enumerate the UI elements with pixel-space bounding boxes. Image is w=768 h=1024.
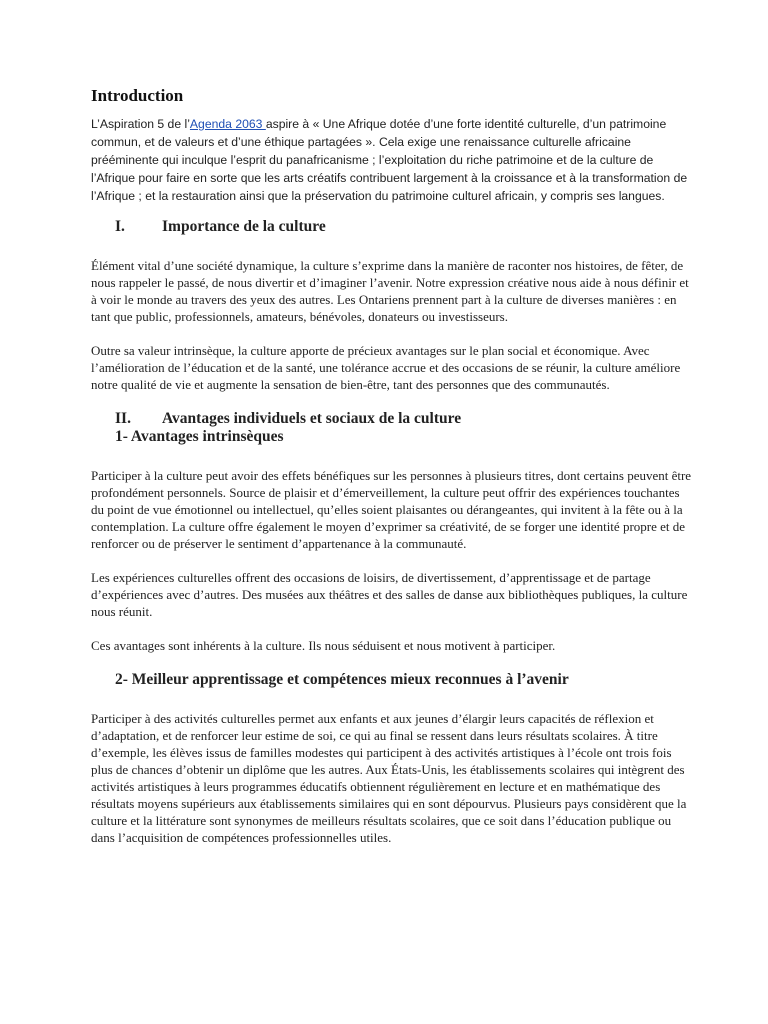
intro-paragraph <box>91 115 694 205</box>
section-1-title: Importance de la culture <box>162 218 326 235</box>
section-1-paragraph-2: Outre sa valeur intrinsèque, la culture apporte de précieux avantages sur le plan social et économique. Avec l’amélioration de l’éducation et de la santé, une tolérance accrue et des occasions de se réunir, la culture améliore notre qualité de vie et augmente la sensation de bien-être, tant des personnes que des communautés. <box>91 343 681 392</box>
section-2-title: Avantages individuels et sociaux de la culture <box>162 410 462 427</box>
subsection-1-paragraph-1: Participer à la culture peut avoir des effets bénéfiques sur les personnes à plusieurs titres, dont certains peuvent être profondément personnels. Source de plaisir et d’émerveillement, la culture peut offrir des expériences touchantes du point de vue émotionnel ou intellectuel, qu’elles soient plaisantes ou dérangeantes, qui invitent à la fête ou à la contemplation. La culture offre également le moyen d’exprimer sa créativité, de se forger une identité propre et de renforcer ou de préserver le sentiment d’appartenance à la communauté. <box>91 468 692 551</box>
subsection-2-paragraph-1: Participer à des activités culturelles permet aux enfants et aux jeunes d’élargir leurs capacités de réflexion et d’adaptation, et de renforcer leur estime de soi, ce qui au final se ressent dans leurs résultats scolaires. À titre d’exemple, les élèves issus de familles modestes qui participent à des activités artistiques à l’école ont trois fois plus de chances d’obtenir un diplôme que les autres. Aux États-Unis, les établissements scolaires qui intègrent des activités artistiques à leurs programmes éducatifs obtiennent régulièrement en lecture et en mathématique des résultats moyens supérieurs aux établissements similaires qui en sont dépourvus. Plusieurs pays considèrent que la culture et la littérature sont synonymes de meilleurs résultats scolaires, que ce soit dans l’éducation publique ou dans l’acquisition de compétences professionnelles utiles. <box>91 711 687 845</box>
agenda-2063-link[interactable]: Agenda 2063 <box>189 117 266 131</box>
intro-text-end: aspire à « Une Afrique dotée d’une forte identité culturelle, d’un patrimoine commun, et de valeurs et d’une éthique partagées ». Cela exige une renaissance culturelle africaine prééminente qui inculque l’esprit du panafricanisme ; l’exploitation du riche patrimoine et de la culture de l’Afrique pour faire en sorte que les arts créatifs contribuent largement à la croissance et à la transformation de l’Afrique ; et la restauration ainsi que la préservation du patrimoine culturel africain, y compris ses langues. <box>91 117 688 203</box>
section-2-heading <box>91 410 694 428</box>
subsection-1-title: 1- Avantages intrinsèques <box>115 428 284 445</box>
subsection-2-title: 2- Meilleur apprentissage et compétences mieux reconnues à l’avenir <box>115 671 569 688</box>
section-2-number: II. <box>115 410 131 427</box>
section-1-paragraph-1: Élément vital d’une société dynamique, la culture s’exprime dans la manière de raconter nos histoires, de fêter, de nous rappeler le passé, de nous divertir et d’imaginer l’avenir. Notre expression créative nous aide à nous définir et à voir le monde au travers des yeux des autres. Les Ontariens prennent part à la culture de diverses manières : en tant que public, professionnels, amateurs, bénévoles, donateurs ou investisseurs. <box>91 258 689 324</box>
subsection-1-paragraph-3: Ces avantages sont inhérents à la culture. Ils nous séduisent et nous motivent à participer. <box>91 638 556 653</box>
intro-text-start: L’Aspiration 5 de l’ <box>91 117 190 131</box>
section-1-heading <box>91 218 694 236</box>
intro-title: Introduction <box>91 86 184 105</box>
section-1-number: I. <box>115 218 125 235</box>
subsection-1-paragraph-2: Les expériences culturelles offrent des occasions de loisirs, de divertissement, d’apprentissage et de partage d’expériences avec d’autres. Des musées aux théâtres et des salles de danse aux bibliothèques publiques, la culture nous réunit. <box>91 570 688 619</box>
